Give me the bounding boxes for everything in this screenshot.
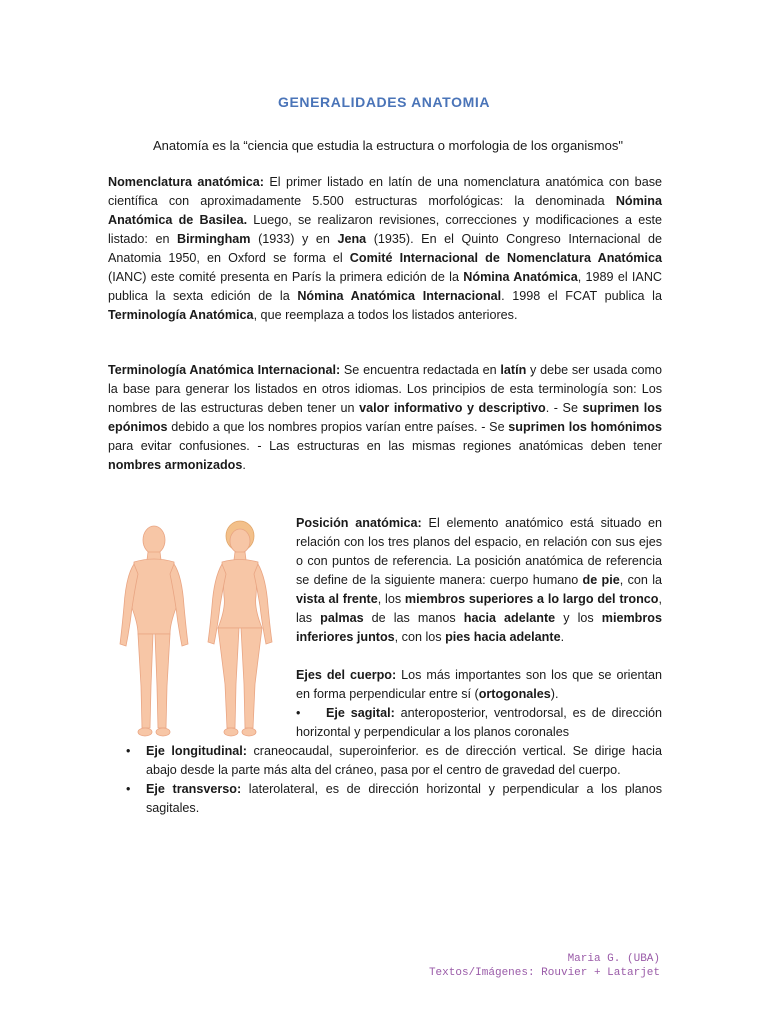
text-run: Luego, se realizaron revisiones, correcciones y modificaciones a este listado: en — [108, 213, 662, 246]
text-run: , las — [296, 592, 662, 625]
bold-run: miembros inferiores juntos — [296, 611, 662, 644]
text-run: El elemento anatómico está situado en relación con los tres planos del espacio, en relación con sus ejes o con puntos de referencia. La posición anatómica de referencia se define de la siguiente manera: cuerpo humano — [296, 516, 662, 587]
text-run: Los más importantes son los que se orientan en forma perpendicular entre sí ( — [296, 668, 662, 701]
bold-run: Nómina Anatómica — [463, 270, 578, 284]
footer-sources: Textos/Imágenes: Rouvier + Latarjet — [428, 967, 660, 979]
text-run: Se encuentra redactada en — [340, 363, 501, 377]
text-run: , con la — [619, 573, 662, 587]
eje-sagital-label: Eje sagital: — [326, 706, 395, 720]
footer-author: Maria G. (UBA) — [567, 953, 660, 965]
ejes-paragraph — [296, 666, 662, 704]
text-run: (1933) y en — [250, 232, 338, 246]
text-run: El primer listado en latín de una nomenclatura anatómica con base científica con aproximadamente 5.500 estructuras morfológicas: la denominada — [108, 175, 662, 208]
text-run: . — [560, 630, 565, 644]
text-run: para evitar confusiones. - Las estructuras en las mismas regiones anatómicas deben tener — [108, 439, 662, 453]
bold-run: suprimen los epónimos — [108, 401, 662, 434]
bold-run: pies hacia adelante — [445, 630, 561, 644]
bold-run: hacia adelante — [463, 611, 556, 625]
eje-longitudinal-label: Eje longitudinal: — [146, 744, 247, 758]
bold-run: Nómina Anatómica de Basilea. — [108, 194, 662, 227]
text-run: de las manos — [363, 611, 464, 625]
bold-run: Terminología Anatómica — [108, 308, 254, 322]
text-run: ). — [550, 687, 559, 701]
right-column — [296, 514, 662, 742]
bullet-icon: • — [296, 706, 301, 720]
text-run: . 1998 el FCAT publica la — [501, 289, 662, 303]
bullet-icon: • — [126, 744, 131, 758]
male-figure — [120, 526, 188, 736]
nomenclatura-label: Nomenclatura anatómica: — [108, 175, 264, 189]
intro-definition: Anatomía es la “ciencia que estudia la estructura o morfologia de los organismos" — [153, 138, 623, 153]
eje-sagital-item — [296, 704, 662, 742]
text-run: . - Se — [545, 401, 583, 415]
text-run: y debe ser usada como la base para generar los listados en otros idiomas. Los principios de esta terminología son: Los nombres de las estructuras deben tener un — [108, 363, 662, 415]
text-run: , con los — [394, 630, 446, 644]
footer-credits — [429, 952, 660, 980]
bold-run: de pie — [582, 573, 620, 587]
posicion-label: Posición anatómica: — [296, 516, 422, 530]
text-run: . — [242, 458, 246, 472]
terminologia-label: Terminología Anatómica Internacional: — [108, 363, 341, 377]
bold-run: Birmingham — [177, 232, 251, 246]
eje-transverso-text: laterolateral, es de dirección horizontal y perpendicular a los planos sagitales. — [146, 782, 662, 815]
bold-run: Nómina Anatómica Internacional — [297, 289, 502, 303]
text-run: , que reemplaza a todos los listados anteriores. — [253, 308, 518, 322]
text-run: , los — [377, 592, 405, 606]
text-run: (IANC) este comité presenta en París la primera edición de la — [108, 270, 464, 284]
bold-run: valor informativo y descriptivo — [359, 401, 546, 415]
ejes-label: Ejes del cuerpo: — [296, 668, 397, 682]
terminologia-paragraph — [108, 361, 662, 475]
bold-run: nombres armonizados — [108, 458, 243, 472]
bold-run: ortogonales — [478, 687, 551, 701]
eje-longitudinal-item — [108, 742, 662, 780]
female-figure — [208, 521, 272, 736]
text-run: (1935). En el Quinto Congreso Internacional de Anatomia 1950, en Oxford se forma el — [108, 232, 662, 265]
text-run: y los — [555, 611, 602, 625]
bold-run: suprimen los homónimos — [508, 420, 662, 434]
ejes-bullet-list — [108, 742, 662, 818]
bold-run: latín — [500, 363, 527, 377]
posicion-paragraph — [296, 514, 662, 647]
nomenclatura-paragraph — [108, 173, 662, 325]
bold-run: vista al frente — [296, 592, 378, 606]
anatomical-position-figure — [104, 516, 290, 744]
bold-run: Jena — [337, 232, 367, 246]
bold-run: Comité Internacional de Nomenclatura Anatómica — [349, 251, 663, 265]
bold-run: miembros superiores a lo largo del tronco — [404, 592, 659, 606]
document-title: GENERALIDADES ANATOMIA — [277, 94, 491, 110]
bold-run: palmas — [320, 611, 364, 625]
text-run: debido a que los nombres propios varían entre países. - Se — [167, 420, 509, 434]
text-run: , 1989 el IANC publica la sexta edición de la — [108, 270, 663, 303]
eje-longitudinal-text: craneocaudal, superoinferior. es de dirección vertical. Se dirige hacia abajo desde la parte más alta del cráneo, pasa por el centro de gravedad del cuerpo. — [146, 744, 662, 777]
eje-sagital-text: anteroposterior, ventrodorsal, es de dirección horizontal y perpendicular a los planos coronales — [296, 706, 662, 739]
eje-transverso-label: Eje transverso: — [146, 782, 242, 796]
eje-transverso-item — [108, 780, 662, 818]
spacer — [296, 647, 662, 666]
bullet-icon: • — [126, 782, 131, 796]
